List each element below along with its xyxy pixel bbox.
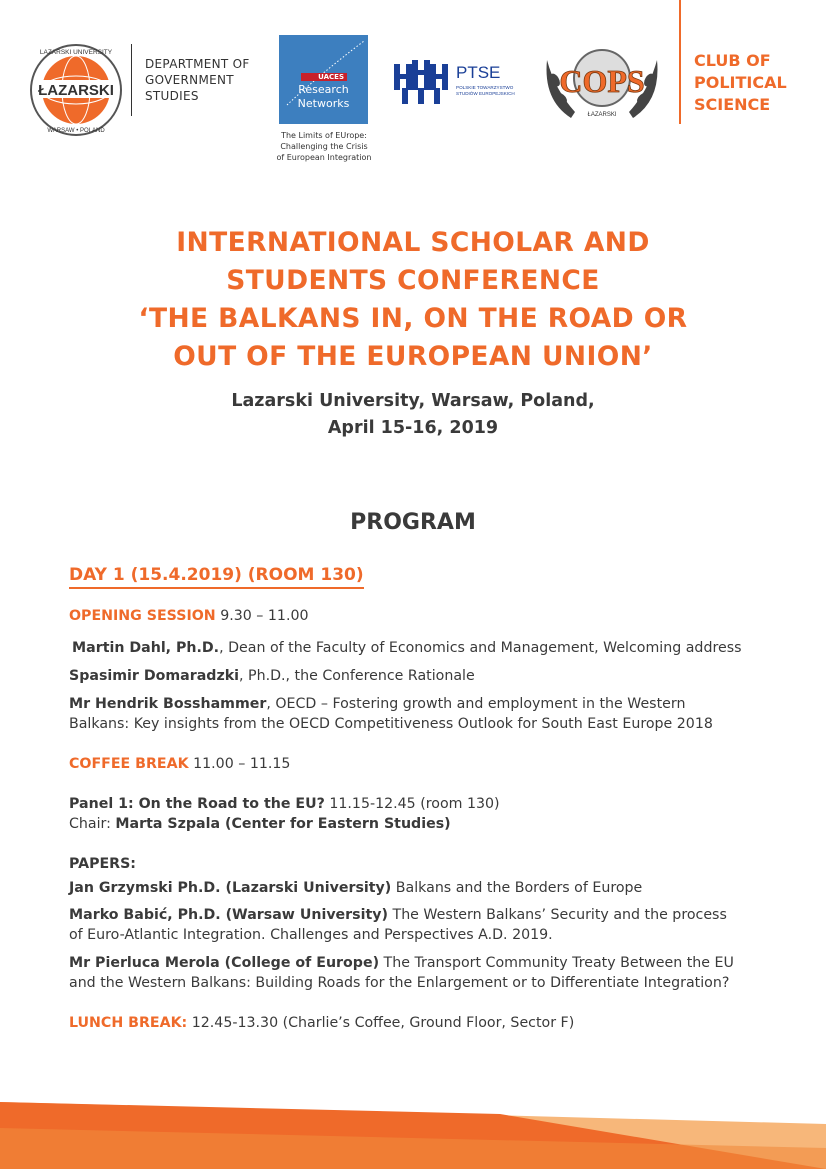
club-divider (679, 0, 681, 124)
lunch-break (69, 1013, 574, 1033)
footer-stripe (0, 1088, 826, 1169)
department-name (145, 56, 250, 104)
lazarski-university-logo (28, 42, 124, 138)
uaces-badge (301, 73, 347, 81)
logo-divider (131, 44, 132, 116)
uaces-caption (268, 130, 380, 163)
panel-1-chair (69, 814, 451, 834)
lazarski-logo-top-text: LAZARSKI UNIVERSITY (39, 49, 113, 56)
paper-2 (69, 905, 727, 925)
opening-session-label: OPENING SESSION (69, 608, 216, 624)
uaces-line-2: Networks (297, 97, 350, 110)
club-of-political-science (694, 50, 787, 116)
uaces-caption-line-1: The Limits of EUrope: (281, 131, 367, 140)
dates: April 15-16, 2019 (327, 418, 499, 438)
ptse-logo (394, 58, 518, 108)
papers-label-text: PAPERS: (69, 856, 136, 872)
title-line-3: ‘THE BALKANS IN, ON THE ROAD OR (138, 303, 688, 334)
lunch-break-label: LUNCH BREAK: (69, 1015, 188, 1031)
speaker-3-name: Mr Hendrik Bosshammer (69, 696, 267, 712)
cops-name: COPS (559, 63, 645, 99)
department-line-3: STUDIES (145, 89, 199, 103)
ptse-sub-1: POLSKIE TOWARZYSTWO (456, 85, 514, 90)
lazarski-logo-name: ŁAZARSKI (38, 82, 114, 99)
title-line-4: OUT OF THE EUROPEAN UNION’ (173, 341, 653, 372)
papers-label (69, 854, 136, 874)
paper-1 (69, 878, 642, 898)
program-heading: PROGRAM (350, 510, 476, 535)
title-line-1: INTERNATIONAL SCHOLAR AND (176, 227, 650, 258)
chair-label: Chair: (69, 816, 116, 832)
coffee-break-time: 11.00 – 11.15 (188, 756, 291, 772)
day-1-heading: DAY 1 (15.4.2019) (ROOM 130) (69, 565, 364, 589)
venue: Lazarski University, Warsaw, Poland, (231, 391, 595, 411)
club-line-1: CLUB OF (694, 51, 771, 70)
speaker-3-desc: , OECD – Fostering growth and employment in the Western (266, 696, 686, 712)
paper-2-line-2: of Euro-Atlantic Integration. Challenges and Perspectives A.D. 2019. (69, 927, 553, 943)
paper-1-author: Jan Grzymski Ph.D. (Lazarski University) (69, 880, 392, 896)
speaker-2-desc: , Ph.D., the Conference Rationale (239, 668, 475, 684)
coffee-break-label: COFFEE BREAK (69, 756, 189, 772)
speaker-2-name: Spasimir Domaradzki (69, 668, 240, 684)
opening-session (69, 606, 309, 626)
paper-3-author: Mr Pierluca Merola (College of Europe) (69, 955, 380, 971)
uaces-line-1: Research (298, 83, 349, 96)
cops-sub: ŁAZARSKI (587, 112, 617, 118)
lazarski-logo-bottom-text: WARSAW • POLAND (47, 128, 105, 134)
ptse-name: PTSE (456, 63, 501, 82)
speaker-1 (72, 638, 741, 658)
paper-3-line-2: and the Western Balkans: Building Roads for the Enlargement or to Differentiate Integration? (69, 975, 730, 991)
title-line-2: STUDENTS CONFERENCE (226, 265, 600, 296)
lunch-break-time: 12.45-13.30 (Charlie’s Coffee, Ground Floor, Sector F) (187, 1015, 575, 1031)
uaces-text (279, 83, 368, 111)
chair-name: Marta Szpala (Center for Eastern Studies) (115, 816, 451, 832)
club-line-3: SCIENCE (694, 95, 771, 114)
department-line-1: DEPARTMENT OF (145, 57, 250, 71)
department-line-2: GOVERNMENT (145, 73, 234, 87)
uaces-caption-line-3: of European Integration (276, 153, 372, 162)
paper-2-title: The Western Balkans’ Security and the process (388, 907, 727, 923)
coffee-break (69, 754, 290, 774)
speaker-1-name: Martin Dahl, Ph.D. (72, 640, 220, 656)
conference-venue-dates (0, 388, 826, 442)
speaker-1-desc: , Dean of the Faculty of Economics and Management, Welcoming address (219, 640, 742, 656)
paper-1-title: Balkans and the Borders of Europe (391, 880, 643, 896)
uaces-badge-text: UACES (318, 73, 344, 81)
cops-logo (541, 40, 663, 122)
paper-3 (69, 953, 734, 973)
panel-1-time: 11.15-12.45 (room 130) (324, 796, 500, 812)
paper-3-title: The Transport Community Treaty Between the EU (379, 955, 734, 971)
speaker-2 (69, 666, 475, 686)
club-line-2: POLITICAL (694, 73, 787, 92)
panel-1 (69, 794, 500, 814)
ptse-sub-2: STUDIÓW EUROPEJSKICH (456, 91, 515, 96)
opening-session-time: 9.30 – 11.00 (215, 608, 309, 624)
panel-1-title: Panel 1: On the Road to the EU? (69, 796, 325, 812)
speaker-3-line-2: Balkans: Key insights from the OECD Competitiveness Outlook for South East Europe 2018 (69, 716, 713, 732)
uaces-research-networks-logo (279, 35, 368, 124)
speaker-3 (69, 694, 685, 714)
uaces-caption-line-2: Challenging the Crisis (280, 142, 368, 151)
conference-title (0, 224, 826, 376)
paper-2-author: Marko Babić, Ph.D. (Warsaw University) (69, 907, 389, 923)
